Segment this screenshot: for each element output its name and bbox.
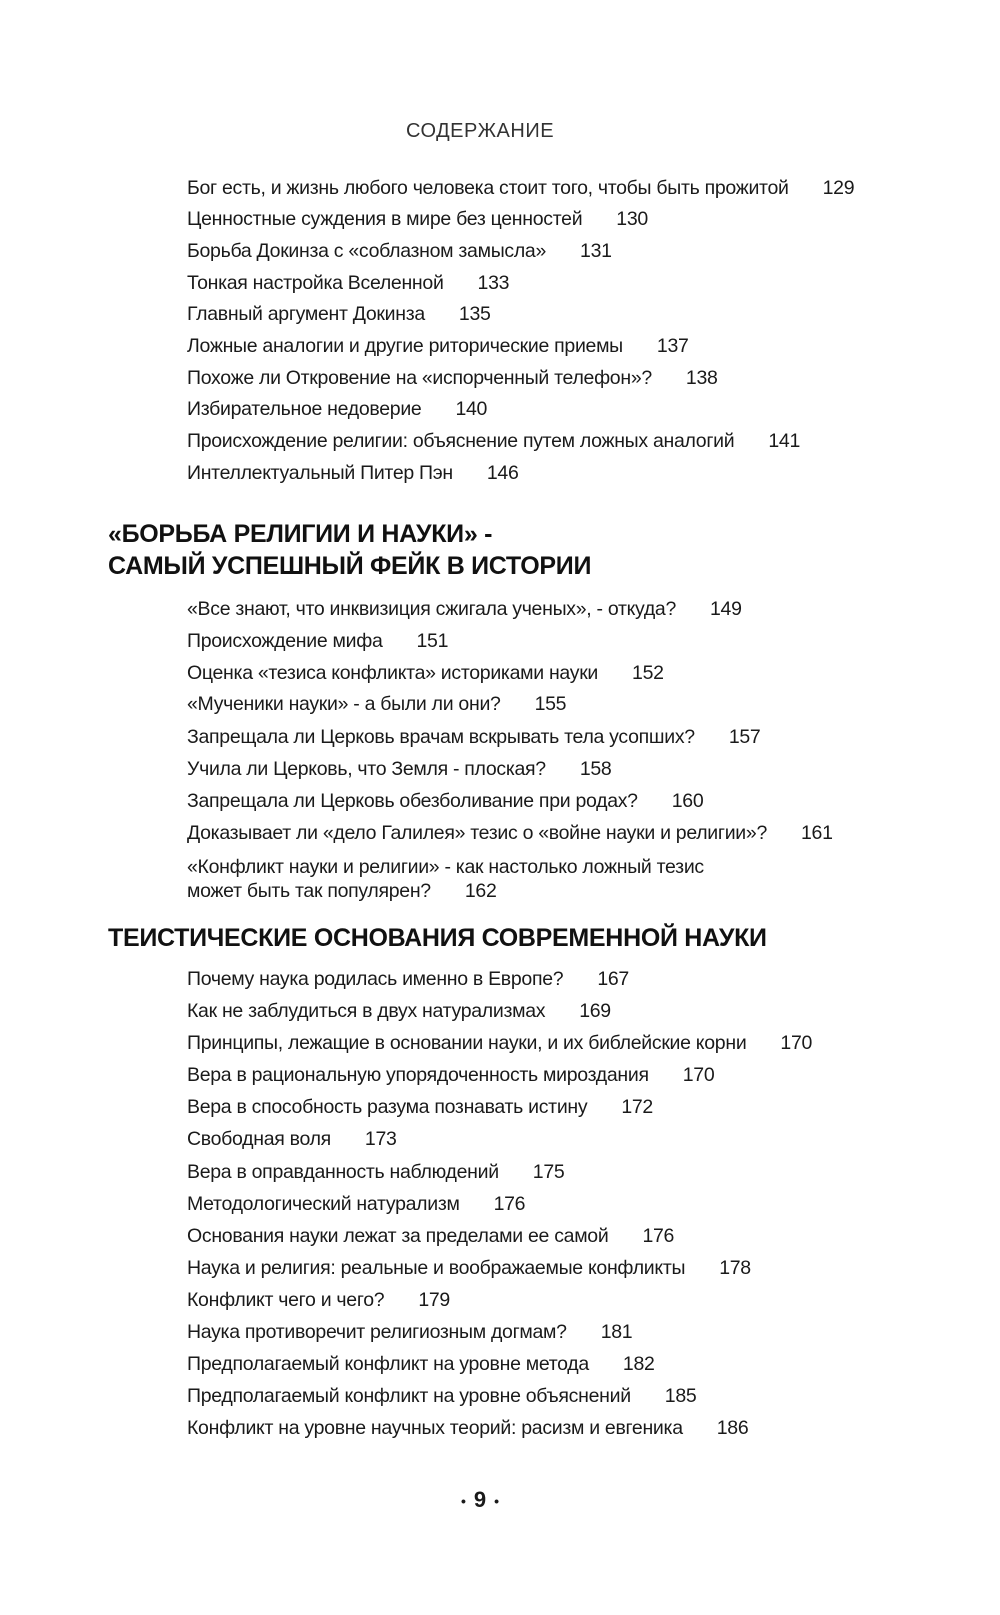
toc-entry [187,207,648,231]
entry-title: Ложные аналогии и другие риторические приемы [187,335,623,357]
toc-entry [187,334,689,358]
section-title-line: САМЫЙ УСПЕШНЫЙ ФЕЙК В ИСТОРИИ [108,552,592,580]
toc-entry [187,999,611,1023]
entry-title: Вера в рациональную упорядоченность мироздания [187,1064,649,1086]
entry-page: 140 [455,398,488,420]
toc-entry [187,1192,525,1216]
bullet-icon: • [460,1493,466,1510]
entry-page: 141 [768,430,800,452]
entry-page: 167 [597,968,629,990]
page-number [0,1487,960,1513]
toc-entry [187,1352,655,1376]
toc-entry [187,725,760,749]
entry-title: Принципы, лежащие в основании науки, и их библейские корни [187,1032,747,1054]
toc-entry [187,1416,748,1440]
entry-page: 135 [458,303,491,325]
entry-page: 186 [716,1417,749,1439]
entry-title-line: «Конфликт науки и религии» - как настолько ложный тезис [187,856,704,878]
toc-entry [187,366,718,390]
toc-entry [187,176,854,200]
toc-entry [187,429,800,453]
toc-entry [187,1288,450,1312]
entry-page: 155 [534,693,567,715]
entry-title: Как не заблудиться в двух натурализмах [187,1000,546,1022]
entry-title: Тонкая настройка Вселенной [187,272,444,294]
entry-page: 138 [685,367,718,389]
entry-page: 179 [418,1289,450,1311]
toc-entry [187,789,703,813]
toc-entry [187,1320,632,1344]
toc-entry [187,1224,674,1248]
running-head: СОДЕРЖАНИЕ [405,120,555,142]
toc-entry [187,461,519,485]
entry-page: 161 [800,822,833,844]
entry-page: 169 [579,1000,611,1022]
entry-page: 129 [822,177,855,199]
entry-title: Вера в способность разума познавать истину [187,1096,588,1118]
entry-title: Предполагаемый конфликт на уровне объяснений [187,1385,631,1407]
entry-title: Почему наука родилась именно в Европе? [187,968,564,990]
toc-entry [187,692,566,716]
entry-title: Избирательное недоверие [187,398,422,420]
toc-entry [187,1160,564,1184]
entry-page: 185 [664,1385,697,1407]
entry-title: Борьба Докинза с «соблазном замысла» [187,240,547,262]
page-number-value: 9 [473,1487,487,1512]
entry-page: 149 [710,598,742,620]
toc-entry [187,239,612,263]
entry-title: Наука и религия: реальные и воображаемые конфликты [187,1257,686,1279]
toc-entry [187,271,509,295]
entry-title: Оценка «тезиса конфликта» историками науки [187,662,599,684]
toc-entry [187,1127,397,1151]
entry-page: 137 [656,335,689,357]
toc-entry [187,1384,696,1408]
entry-page: 170 [682,1064,715,1086]
entry-title: Интеллектуальный Питер Пэн [187,462,453,484]
entry-title: Наука противоречит религиозным догмам? [187,1321,567,1343]
entry-title: Запрещала ли Церковь врачам вскрывать тела усопших? [187,726,695,748]
entry-title: Происхождение мифа [187,630,383,652]
entry-title: Конфликт на уровне научных теорий: расизм и евгеника [187,1417,683,1439]
entry-title: «Все знают, что инквизиция сжигала ученых», - откуда? [187,598,676,620]
entry-title: Бог есть, и жизнь любого человека стоит того, чтобы быть прожитой [187,177,789,199]
entry-title: Ценностные суждения в мире без ценностей [187,208,583,230]
toc-entry [187,821,833,845]
entry-title: Конфликт чего и чего? [187,1289,385,1311]
entry-title: Похоже ли Откровение на «испорченный телефон»? [187,367,652,389]
toc-entry [187,1031,812,1055]
entry-page: 178 [719,1257,751,1279]
entry-title: может быть так популярен? [187,880,431,902]
entry-page: 152 [632,662,664,684]
entry-page: 182 [622,1353,655,1375]
toc-entry [187,302,491,326]
toc-entry [187,757,611,781]
section-title [108,518,591,582]
entry-title: Основания науки лежат за пределами ее самой [187,1225,609,1247]
entry-page: 162 [464,880,497,902]
entry-page: 173 [364,1128,397,1150]
entry-title: Вера в оправданность наблюдений [187,1161,499,1183]
toc-entry [187,1063,714,1087]
entry-title: Предполагаемый конфликт на уровне метода [187,1353,589,1375]
entry-title: Учила ли Церковь, что Земля - плоская? [187,758,546,780]
toc-entry [187,597,742,621]
entry-page: 151 [416,630,449,652]
toc-entry [187,855,704,903]
section-title: ТЕИСТИЧЕСКИЕ ОСНОВАНИЯ СОВРЕМЕННОЙ НАУКИ [108,924,767,952]
toc-entry [187,661,664,685]
section-title-line: «БОРЬБА РЕЛИГИИ И НАУКИ» - [108,520,493,548]
bullet-icon: • [494,1493,500,1510]
toc-entry [187,1256,751,1280]
toc-entry [187,1095,653,1119]
entry-title: «Мученики науки» - а были ли они? [187,693,501,715]
entry-page: 146 [486,462,519,484]
entry-title: Происхождение религии: объяснение путем ложных аналогий [187,430,735,452]
entry-page: 131 [580,240,612,262]
entry-title: Доказывает ли «дело Галилея» тезис о «войне науки и религии»? [187,822,767,844]
entry-title: Свободная воля [187,1128,331,1150]
entry-title: Запрещала ли Церковь обезболивание при родах? [187,790,638,812]
entry-page: 160 [671,790,704,812]
entry-title: Главный аргумент Докинза [187,303,425,325]
entry-page: 133 [477,272,510,294]
toc-entry [187,629,448,653]
entry-page: 170 [780,1032,813,1054]
entry-page: 175 [532,1161,565,1183]
entry-title: Методологический натурализм [187,1193,460,1215]
entry-page: 172 [621,1096,653,1118]
toc-entry [187,397,487,421]
entry-page: 181 [600,1321,633,1343]
entry-page: 130 [616,208,648,230]
entry-page: 158 [579,758,612,780]
toc-entry [187,967,629,991]
entry-page: 176 [493,1193,526,1215]
entry-page: 157 [728,726,761,748]
entry-page: 176 [642,1225,675,1247]
